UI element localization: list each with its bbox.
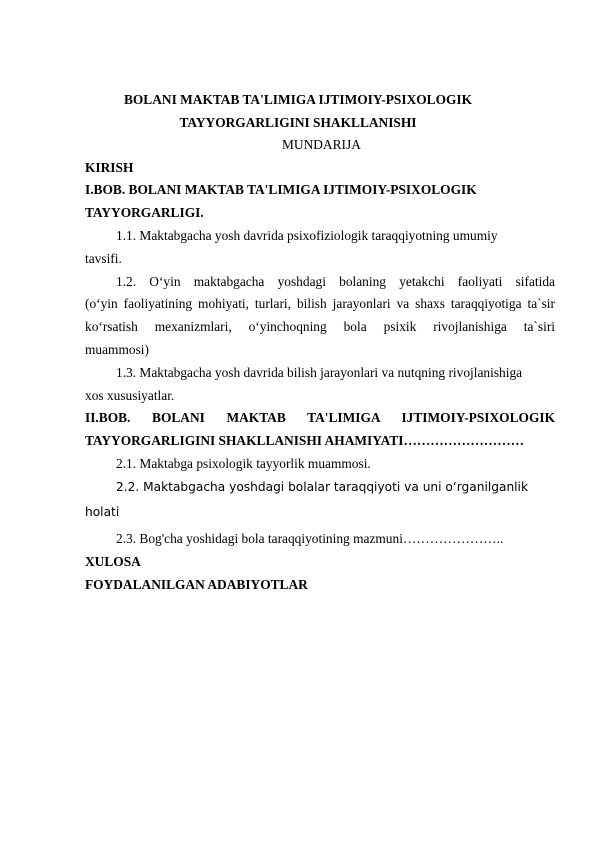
toc-section-2-2-line-2: holati xyxy=(85,505,120,519)
toc-section-1-1-line-1: 1.1. Maktabgacha yosh davrida psixofiziologik taraqqiyotning umumiy xyxy=(116,228,498,243)
document-title-line-1: BOLANI MAKTAB TA'LIMIGA IJTIMOIY-PSIXOLOGIK xyxy=(123,92,473,107)
toc-section-1-2-line-1: 1.2. O‘yin maktabgacha yoshdagi bolaning yetakchi faoliyati sifatida xyxy=(116,274,555,289)
toc-section-2-1: 2.1. Maktabga psixologik tayyorlik muammosi. xyxy=(116,456,371,471)
toc-section-2-3: 2.3. Bog'cha yoshidagi bola taraqqiyotining mazmuni………………….. xyxy=(116,531,504,546)
toc-conclusion: XULOSA xyxy=(85,554,141,569)
toc-section-1-3-line-2: xos xususiyatlar. xyxy=(85,388,175,403)
toc-introduction: KIRISH xyxy=(85,160,134,175)
contents-heading: MUNDARIJA xyxy=(282,137,361,152)
toc-section-1-1-line-2: tavsifi. xyxy=(85,251,122,266)
toc-section-1-3-line-1: 1.3. Maktabgacha yosh davrida bilish jarayonlari va nutqning rivojlanishiga xyxy=(116,365,523,380)
toc-section-1-2-line-3: ko‘rsatish mexanizmlari, o‘yinchoqning bola psixik rivojlanishiga ta`siri xyxy=(85,319,555,334)
toc-chapter-1-line-2: TAYYORGARLIGI. xyxy=(85,205,204,220)
toc-chapter-1-line-1: I.BOB. BOLANI MAKTAB TA'LIMIGA IJTIMOIY-PSIXOLOGIK xyxy=(85,182,477,197)
toc-chapter-2-line-1: II.BOB. BOLANI MAKTAB TA'LIMIGA IJTIMOIY-PSIXOLOGIK xyxy=(85,410,555,425)
toc-references: FOYDALANILGAN ADABIYOTLAR xyxy=(85,577,308,592)
toc-chapter-2-line-2: TAYYORGARLIGINI SHAKLLANISHI AHAMIYATI……………………… xyxy=(85,433,524,448)
toc-section-1-2-line-2: (o‘yin faoliyatining mohiyati, turlari, bilish jarayonlari va shaxs taraqqiyotiga ta`sir xyxy=(85,296,555,311)
document-title-line-2: TAYYORGARLIGINI SHAKLLANISHI xyxy=(179,115,417,130)
toc-section-1-2-line-4: muammosi) xyxy=(85,342,149,357)
toc-section-2-2-line-1: 2.2. Maktabgacha yoshdagi bolalar taraqqiyoti va uni o‘rganilganlik xyxy=(116,480,529,494)
